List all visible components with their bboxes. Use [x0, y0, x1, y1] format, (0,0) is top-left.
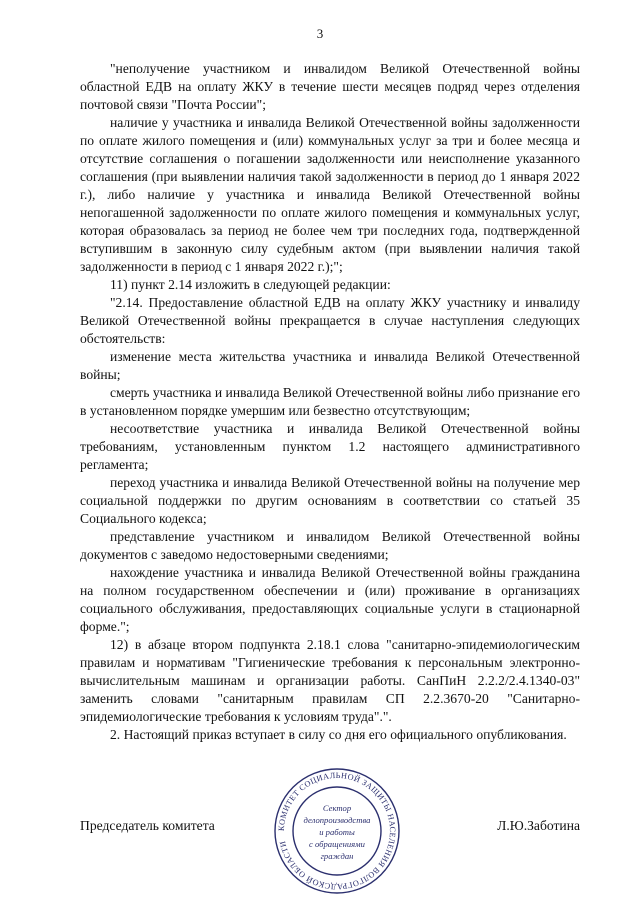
official-stamp: [272, 766, 402, 896]
signatory-name: Л.Ю.Заботина: [497, 818, 580, 833]
stamp-line: и работы: [319, 827, 355, 837]
paragraph: 12) в абзаце втором подпункта 2.18.1 слова "санитарно-эпидемиологическим правилам и нормативам "Гигиенические требования к персональным электронно-вычислительным машинам и организации работы. СанПиН 2.2.2/2.4.1340-03" заменить словами "санитарным правилам СП 2.2.3670-20 "Санитарно-эпидемиологические требования к условиям труда".".: [80, 637, 580, 724]
stamp-line: граждан: [320, 851, 354, 861]
paragraph: "неполучение участником и инвалидом Великой Отечественной войны областной ЕДВ на оплату ЖКУ в течение шести месяцев подряд через отделения почтовой связи "Почта России";: [80, 61, 580, 112]
document-body: [80, 60, 580, 744]
paragraph: представление участником и инвалидом Великой Отечественной войны документов с заведомо недостоверными сведениями;: [80, 529, 580, 562]
paragraph: наличие у участника и инвалида Великой Отечественной войны задолженности по оплате жилого помещения и (или) коммунальных услуг за три и более месяца и отсутствие соглашения о погашении задолженности или неисполнение указанного соглашения (при выявлении наличия такой задолженности в период до 1 января 2022 г.), либо наличие у участника и инвалида Великой Отечественной войны непогашенной задолженности по оплате жилого помещения и коммунальных услуг, которая образовалась за период не более чем три последних года, подтвержденной вступившим в законную силу судебным актом (при выявлении наличия такой задолженности в период с 1 января 2022 г.);";: [80, 115, 580, 274]
paragraph: смерть участника и инвалида Великой Отечественной войны либо признание его в установленном порядке умершим или безвестно отсутствующим;: [80, 385, 580, 418]
paragraph: несоответствие участника и инвалида Великой Отечественной войны требованиям, установленным пунктом 1.2 настоящего административного регламента;: [80, 421, 580, 472]
paragraph: переход участника и инвалида Великой Отечественной войны на получение мер социальной поддержки по другим основаниям в соответствии со статьей 35 Социального кодекса;: [80, 475, 580, 526]
paragraph: "2.14. Предоставление областной ЕДВ на оплату ЖКУ участнику и инвалиду Великой Отечественной войны прекращается в случае наступления следующих обстоятельств:: [80, 295, 580, 346]
paragraph: нахождение участника и инвалида Великой Отечественной войны гражданина на полном государственном обеспечении и (или) проживание в организациях социального обслуживания, предоставляющих социальные услуги в стационарной форме.";: [80, 565, 580, 634]
signatory-title: Председатель комитета: [80, 818, 215, 833]
stamp-line: делопроизводства: [303, 815, 371, 825]
stamp-line: Сектор: [322, 803, 352, 813]
paragraph: 11) пункт 2.14 изложить в следующей редакции:: [110, 277, 391, 292]
stamp-ring-text: КОМИТЕТ СОЦИАЛЬНОЙ ЗАЩИТЫ НАСЕЛЕНИЯ ВОЛГОГРАДСКОЙ ОБЛАСТИ: [276, 770, 398, 892]
paragraph: 2. Настоящий приказ вступает в силу со дня его официального опубликования.: [110, 727, 567, 742]
paragraph: изменение места жительства участника и инвалида Великой Отечественной войны;: [80, 349, 580, 382]
stamp-line: с обращениями: [309, 839, 365, 849]
page-number: 3: [316, 26, 324, 41]
